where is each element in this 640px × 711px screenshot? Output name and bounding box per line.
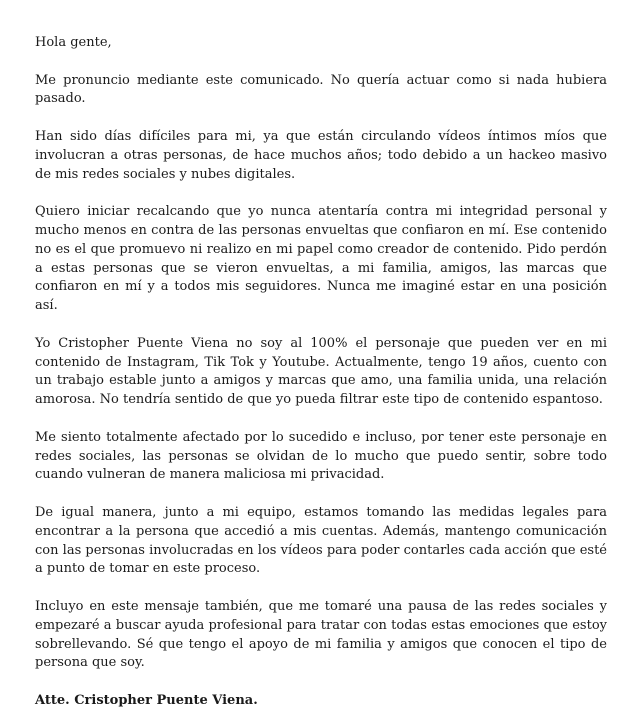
letter-signature: Atte. Cristopher Puente Viena. [35,692,258,708]
letter-paragraph-3: Quiero iniciar recalcando que yo nunca atentaría contra mi integridad personal y mucho menos en contra de las personas envueltas que confiaron en mí. Ese contenido no es el que promuevo ni realizo en mi papel como creador de contenido. Pido perdón a estas personas que se vieron envueltas, a mi familia, amigos, las marcas que confiaron en mí y a todos mis seguidores. Nunca me imaginé estar en una posición así. [35,204,607,314]
letter-paragraph-4: Yo Cristopher Puente Viena no soy al 100% el personaje que pueden ver en mi contenido de Instagram, Tik Tok y Youtube. Actualmente, tengo 19 años, cuento con un trabajo estable junto a amigos y marcas que amo, una familia unida, una relación amorosa. No tendría sentido de que yo pueda filtrar este tipo de contenido espantoso. [35,335,607,408]
letter-paragraph-7: Incluyo en este mensaje también, que me tomaré una pausa de las redes sociales y empezaré a buscar ayuda profesional para tratar con todas estas emociones que estoy sobrellevando. Sé que tengo el apoyo de mi familia y amigos que conocen el tipo de persona que soy. [35,598,607,671]
letter-paragraph-6: De igual manera, junto a mi equipo, estamos tomando las medidas legales para encontrar a la persona que accedió a mis cuentas. Además, mantengo comunicación con las personas involucradas en los vídeos para poder contarles cada acción que esté a punto de tomar en este proceso. [35,504,607,577]
letter-paragraph-5: Me siento totalmente afectado por lo sucedido e incluso, por tener este personaje en redes sociales, las personas se olvidan de lo mucho que puedo sentir, sobre todo cuando vulneran de manera maliciosa mi privacidad. [35,429,607,483]
statement-letter [35,34,607,711]
letter-paragraph-1: Me pronuncio mediante este comunicado. No quería actuar como si nada hubiera pasado. [35,72,607,107]
letter-paragraph-2: Han sido días difíciles para mi, ya que están circulando vídeos íntimos míos que involucran a otras personas, de hace muchos años; todo debido a un hackeo masivo de mis redes sociales y nubes digitales. [35,128,607,182]
letter-greeting: Hola gente, [35,35,112,50]
